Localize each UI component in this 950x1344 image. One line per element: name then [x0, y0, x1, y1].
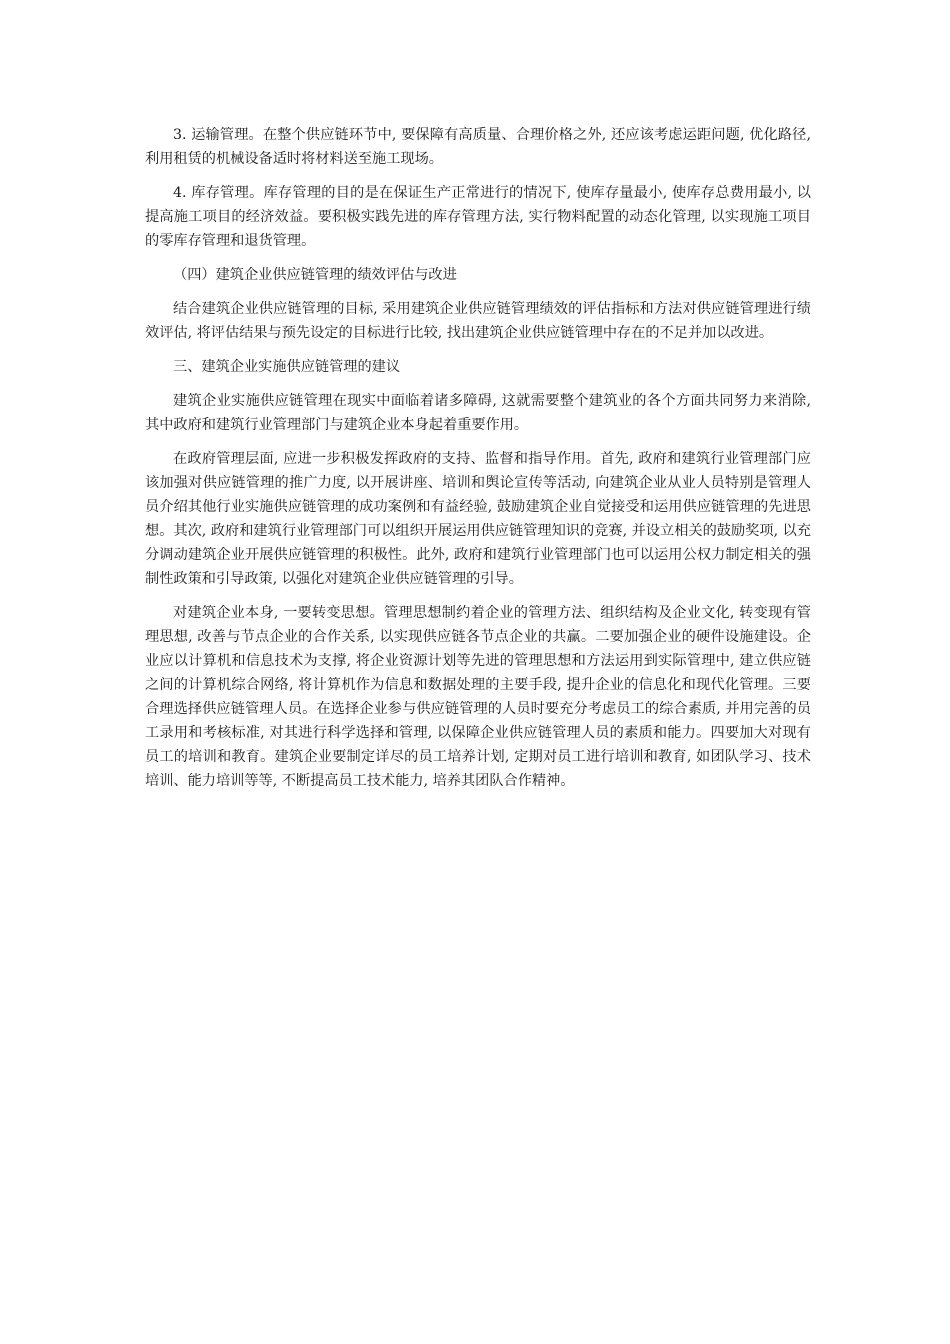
paragraph-inventory-management: 4. 库存管理。库存管理的目的是在保证生产正常进行的情况下, 使库存量最小, 使库存总费用最小, 以提高施工项目的经济效益。要积极实践先进的库存管理方法, 实行物料配置的动态化管理, 以实现施工项目的零库存管理和退货管理。: [145, 185, 811, 249]
document-page: [145, 123, 811, 803]
paragraph-transport-management: 3. 运输管理。在整个供应链环节中, 要保障有高质量、合理价格之外, 还应该考虑运距问题, 优化路径, 利用租赁的机械设备适时将材料送至施工现场。: [145, 127, 811, 167]
paragraph-enterprise-level: 对建筑企业本身, 一要转变思想。管理思想制约着企业的管理方法、组织结构及企业文化, 转变现有管理思想, 改善与节点企业的合作关系, 以实现供应链各节点企业的共赢。二要加强企业的硬件设施建设。企业应以计算机和信息技术为支撑, 将企业资源计划等先进的管理思想和方法运用到实际管理中, 建立供应链之间的计算机综合网络, 将计算机作为信息和数据处理的主要手段, 提升企业的信息化和现代化管理。三要合理选择供应链管理人员。在选择企业参与供应链管理的人员时要充分考虑员工的综合素质, 并用完善的员工录用和考核标准, 对其进行科学选择和管理, 以保障企业供应链管理人员的素质和能力。四要加大对现有员工的培训和教育。建筑企业要制定详尽的员工培养计划, 定期对员工进行培训和教育, 如团队学习、技术培训、能力培训等等, 不断提高员工技术能力, 培养其团队合作精神。: [145, 605, 811, 789]
section-heading-suggestions: 三、建筑企业实施供应链管理的建议: [173, 359, 401, 375]
paragraph-performance-evaluation: 结合建筑企业供应链管理的目标, 采用建筑企业供应链管理绩效的评估指标和方法对供应链管理进行绩效评估, 将评估结果与预先设定的目标进行比较, 找出建筑企业供应链管理中存在的不足并加以改进。: [145, 301, 811, 341]
paragraph-government-level: 在政府管理层面, 应进一步积极发挥政府的支持、监督和指导作用。首先, 政府和建筑行业管理部门应该加强对供应链管理的推广力度, 以开展讲座、培训和舆论宣传等活动, 向建筑企业从业人员特别是管理人员介绍其他行业实施供应链管理的成功案例和有益经验, 鼓励建筑企业自觉接受和运用供应链管理的先进思想。其次, 政府和建筑行业管理部门可以组织开展运用供应链管理知识的竞赛, 并设立相关的鼓励奖项, 以充分调动建筑企业开展供应链管理的积极性。此外, 政府和建筑行业管理部门也可以运用公权力制定相关的强制性政策和引导政策, 以强化对建筑企业供应链管理的引导。: [145, 451, 811, 587]
section-heading-performance: （四）建筑企业供应链管理的绩效评估与改进: [173, 267, 457, 283]
paragraph-obstacles: 建筑企业实施供应链管理在现实中面临着诸多障碍, 这就需要整个建筑业的各个方面共同努力来消除, 其中政府和建筑行业管理部门与建筑企业本身起着重要作用。: [145, 393, 811, 433]
